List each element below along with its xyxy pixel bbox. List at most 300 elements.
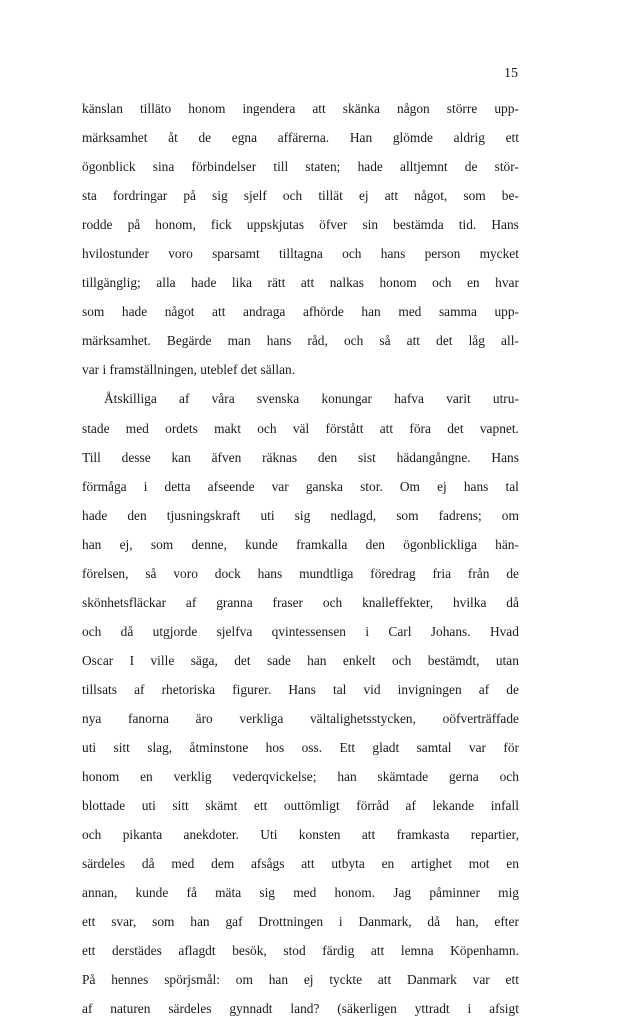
page-number: 15 [504,66,518,81]
word: då [506,594,519,610]
word: låg [468,333,485,349]
word: Om [399,478,420,494]
word: åt [168,130,178,146]
word: Oscar [82,652,114,668]
text-line [82,530,519,559]
text-line [82,675,519,704]
word: hade [121,304,148,320]
word: slag, [147,740,173,756]
word: kan [171,449,191,465]
word: var [468,740,486,756]
word: han [337,769,357,785]
word: förelsen, [82,565,129,581]
word: äfven [211,449,242,465]
word: skämtade [377,769,429,785]
word: fanorna [128,710,169,726]
word: Köpenhamn. [450,943,519,959]
word: affärerna. [277,130,330,146]
text-line [82,384,519,413]
word: afsågs [250,856,285,872]
word: att [384,188,399,204]
word: att [370,943,385,959]
word: oöfverträffade [442,710,519,726]
word: upp- [494,304,519,320]
word: han [268,972,289,988]
word: egna [231,130,258,146]
word: som [152,914,175,930]
word: denne, [191,536,227,552]
word: enkelt [342,652,376,668]
word: rodde [82,217,113,233]
word: hans [266,333,292,349]
word: särdeles [82,856,126,872]
word: nya [82,710,102,726]
word: af [405,798,416,814]
word: konsten [298,827,341,843]
word: stor. [360,478,383,494]
word: hans [380,246,406,262]
word: ett [505,972,519,988]
word: förstått [325,420,364,436]
word: af [179,391,190,407]
word: stör- [494,159,519,175]
word: Åtskilliga [104,391,157,407]
word: dem [211,856,235,872]
word: ej [358,188,369,204]
word: ett [505,130,519,146]
word: och [322,594,343,610]
word: mycket [479,246,519,262]
word: och [499,769,519,785]
word: större [446,101,478,116]
word: rätt [267,275,286,291]
word: gaf [225,914,243,930]
word: de [464,159,478,175]
word: hade [82,507,108,523]
word: detta [164,478,191,494]
word: och [257,420,277,436]
word: fraser [272,594,303,610]
word: aflagdt [178,943,216,959]
word: att [406,333,421,349]
text-line [82,791,519,820]
word: voro [173,565,198,581]
word: det [234,652,251,668]
word: af [185,594,197,610]
word: uti [82,740,97,756]
word: hafva [394,391,424,407]
word: glömde [392,130,433,146]
word: de [198,130,212,146]
word: som [463,188,486,204]
text-line [82,210,519,239]
text-line [82,849,519,878]
word: öfver [319,217,348,233]
word: märksamhet [82,130,148,146]
word: påminner [429,885,480,901]
text-line [82,297,519,326]
word: det [447,420,464,436]
word: artighet [411,856,452,872]
word: så [379,333,391,349]
word: ett [82,914,96,930]
word: på [183,188,196,204]
word: mäta [215,885,242,901]
word: repartier, [470,827,519,843]
word: den [317,449,338,465]
word: hvilostunder [82,246,149,262]
word: tjusningskraft [166,507,241,523]
word: sta [82,188,97,204]
word: i [338,914,343,930]
word: kunde [245,536,278,552]
word: då [427,914,441,930]
word: sig [212,188,228,204]
word: med [125,420,149,436]
word: uti [260,507,275,523]
word: I [129,652,135,668]
text-line [82,94,519,123]
word: någon [397,101,430,116]
word: vältalighetsstycken, [309,710,416,726]
word: äro [195,710,213,726]
word: skänka [342,101,380,116]
word: blottade [82,798,126,814]
word: ville [150,652,175,668]
word: tilltagna [278,246,323,262]
word: med [171,856,195,872]
word: känslan [82,101,123,116]
word: och [82,623,102,639]
text-line [82,965,519,994]
word: från [467,565,490,581]
word: stade [82,420,110,436]
word: makt [214,420,241,436]
word: sitt [172,798,189,814]
word: väl [292,420,310,436]
word: hennes [111,972,149,988]
word: utru- [492,391,519,407]
word: bestämda [393,217,444,233]
word: mot [468,856,490,872]
word: samtal [416,740,452,756]
word: sig [294,507,311,523]
word: dock [214,565,241,581]
text-line [82,414,519,443]
text-line [82,443,519,472]
word: sjelf [243,188,267,204]
word: då [120,623,134,639]
word: sparsamt [212,246,260,262]
word: som [396,507,419,523]
word: Ett [339,740,356,756]
word: ej [303,972,314,988]
word: ingendera [242,101,296,116]
word: bestämdt, [427,652,480,668]
word: oss. [301,740,323,756]
word: hädangångne. [396,449,471,465]
text-line [82,733,519,762]
word: en [466,275,480,291]
word: om [501,507,519,523]
word: spörjsmål: [164,972,220,988]
word: lemna [400,943,434,959]
text-line [82,326,519,355]
word: ögonblick [82,159,136,175]
word: fick [210,217,232,233]
word: och [392,652,412,668]
word: verkliga [239,710,284,726]
word: Hvad [489,623,519,639]
word: uti [141,798,156,814]
word: att [377,972,392,988]
word: på [127,217,141,233]
word: honom [82,769,120,785]
text-line [82,820,519,849]
word: mundtliga [299,565,354,581]
word: Hans [288,681,316,697]
word: i [365,623,370,639]
word: som [150,536,174,552]
word: att [301,856,315,872]
word: mig [498,885,519,901]
word: naturen [110,1001,151,1017]
word: Drottningen [258,914,324,930]
word: honom [379,275,417,291]
word: fordringar [112,188,168,204]
word: föra [409,420,431,436]
word: tillsats [82,681,117,697]
word: föredrag [370,565,416,581]
word: gerna [448,769,479,785]
word: få [186,885,197,901]
word: samma [438,304,477,320]
word: person [424,246,461,262]
word: det [436,333,453,349]
word: fria [432,565,452,581]
word: till [273,159,289,175]
word: tillgänglig; [82,275,141,291]
word: hade [357,159,383,175]
word: en [506,856,519,872]
word: säga, [190,652,218,668]
text-line [82,617,519,646]
word: Till [82,449,101,465]
word: för [503,740,519,756]
word: ej [437,478,447,494]
text-line [82,936,519,965]
word: vederqvickelse; [232,769,317,785]
word: hos [265,740,285,756]
word: hvar [495,275,519,291]
word: med [293,885,317,901]
word: honom. [334,885,376,901]
word: sjelfva [216,623,253,639]
word: han [82,536,102,552]
word: märksamhet. [82,333,151,349]
text-line [82,994,519,1023]
word: tal [505,478,519,494]
word: vid [363,681,381,697]
word: anekdoter. [183,827,239,843]
word: de [506,565,519,581]
word: ordets [165,420,198,436]
word: en [381,856,395,872]
word: och [82,827,102,843]
word: voro [168,246,193,262]
word: och [432,275,452,291]
word: utgjorde [152,623,198,639]
word: qvintessensen [271,623,347,639]
word: råd, [307,333,328,349]
word: Hans [491,217,519,233]
word: lekande [432,798,475,814]
word: Begärde [166,333,212,349]
text-line [82,588,519,617]
word: sist [357,449,376,465]
word: andraga [243,304,286,320]
word: utan [495,652,519,668]
word: efter [494,914,519,930]
word: Jag [393,885,412,901]
word: så [145,565,157,581]
word: af [478,681,490,697]
word: han [190,914,210,930]
word: man [227,333,251,349]
word: gynnadt [229,1001,273,1017]
word: af [134,681,145,697]
word: framkalla [296,536,348,552]
word: han, [455,914,479,930]
word: sitt [113,740,130,756]
word: tal [332,681,347,697]
word: Carl [388,623,412,639]
text-line-content: var i framställningen, uteblef det sällan. [82,362,296,378]
word: tilläto [139,101,172,116]
word: våra [211,391,235,407]
word: afseende [207,478,255,494]
word: hade [191,275,217,291]
word: stod [283,943,306,959]
word: ett [82,943,96,959]
text-line [82,472,519,501]
text-line [82,762,519,791]
word: alla [156,275,176,291]
word: honom, [155,217,196,233]
word: honom [188,101,226,116]
word: verklig [173,769,212,785]
word: i [143,478,148,494]
word: afsigt [489,1001,519,1017]
word: all- [501,333,519,349]
word: alltjemnt [400,159,448,175]
word: räknas [262,449,298,465]
text-line [82,559,519,588]
word: uppskjutas [246,217,305,233]
body-text [82,94,519,1024]
word: staten; [305,159,341,175]
word: att [312,101,326,116]
word: att [212,304,226,320]
word: var [271,478,289,494]
word: sig [259,885,276,901]
word: Danmark, [358,914,412,930]
word: tid. [458,217,477,233]
word: annan, [82,885,118,901]
word: Uti [260,827,278,843]
word: tyckte [329,972,363,988]
word: skönhetsfläckar [82,594,167,610]
text-line [82,239,519,268]
word: då [141,856,155,872]
word: och [342,246,362,262]
word: desse [121,449,151,465]
word: förråd [356,798,389,814]
word: ganska [305,478,343,494]
word: något, [414,188,448,204]
word: Danmark [407,972,457,988]
word: nedlagd, [330,507,377,523]
word: han [361,304,381,320]
word: den [365,536,385,552]
word: var [472,972,490,988]
word: hans [257,565,283,581]
word: att [300,275,315,291]
word: åtminstone [189,740,249,756]
word: ett [253,798,268,814]
word: och [282,188,303,204]
word: (säkerligen [337,1001,397,1017]
text-line [82,268,519,297]
word: Hans [491,449,519,465]
word: svenska [256,391,300,407]
word: På [82,972,96,988]
text-line [82,123,519,152]
word: pikanta [122,827,163,843]
word: framkasta [396,827,450,843]
text-line [82,355,519,384]
word: outtömligt [283,798,340,814]
word: besök, [232,943,267,959]
word: de [506,681,519,697]
word: med [398,304,422,320]
word: sina [152,159,175,175]
word: Han [349,130,373,146]
word: att [379,420,394,436]
word: aldrig [453,130,485,146]
word: vapnet. [479,420,519,436]
word: Johans. [430,623,471,639]
word: tillät [318,188,343,204]
word: ögonblickliga [403,536,477,552]
word: yttradt [414,1001,450,1017]
word: utbyta [331,856,365,872]
word: om [235,972,253,988]
word: ej, [119,536,133,552]
word: gladt [372,740,400,756]
word: hvilka [452,594,487,610]
word: och [343,333,364,349]
word: svar, [111,914,137,930]
word: varit [446,391,471,407]
word: förbindelser [191,159,257,175]
word: af [82,1001,93,1017]
text-line [82,181,519,210]
word: nalkas [329,275,364,291]
word: sade [266,652,291,668]
word: färdig [322,943,355,959]
word: knalleffekter, [362,594,434,610]
